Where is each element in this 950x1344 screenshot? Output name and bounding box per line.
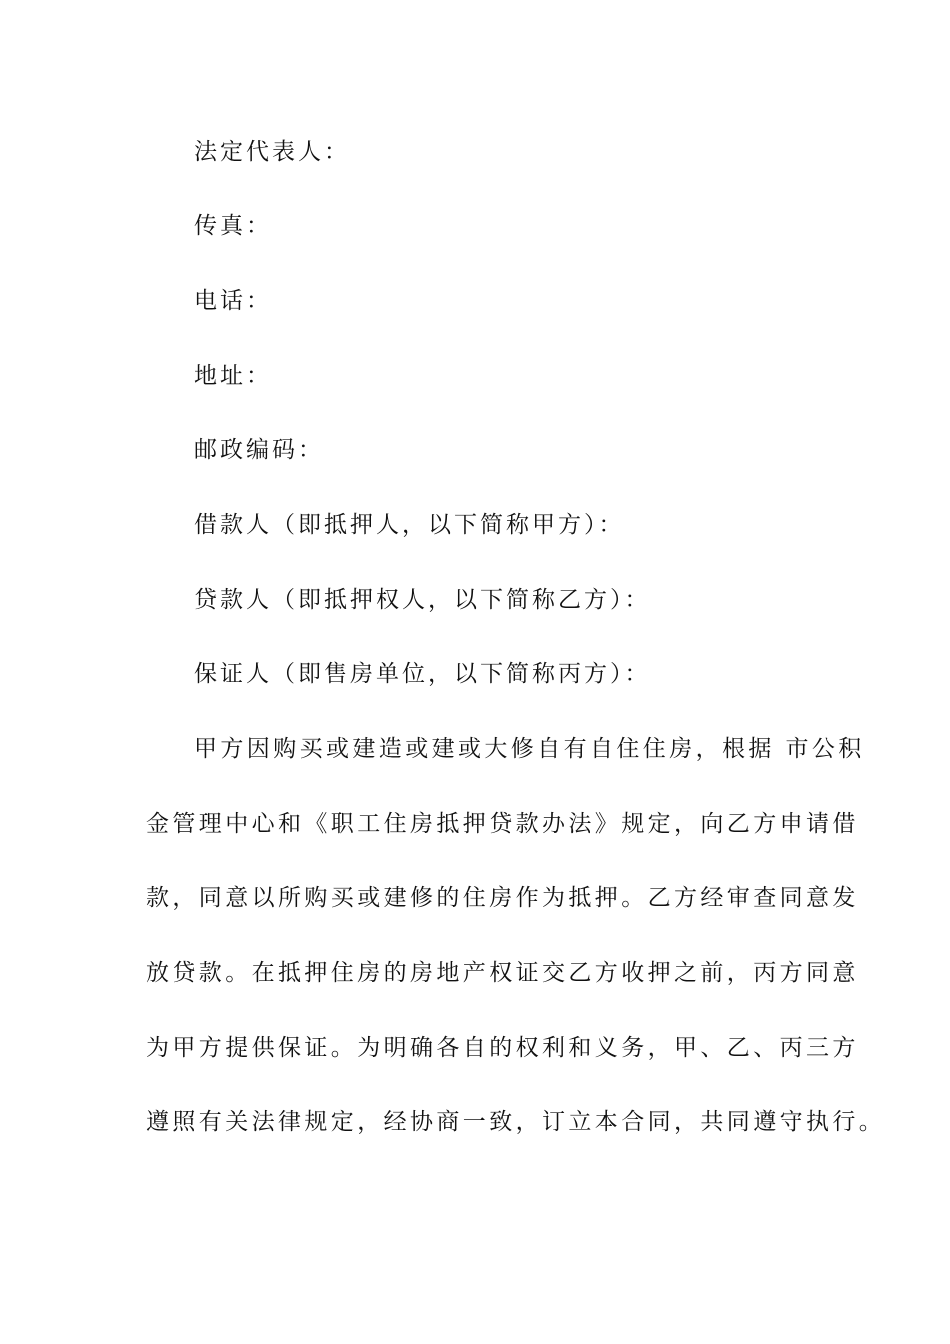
paragraph-line-4: 放贷款。在抵押住房的房地产权证交乙方收押之前，丙方同意 [146, 960, 859, 986]
field-address: 地址： [194, 363, 272, 389]
paragraph-line-1: 甲方因购买或建造或建或大修自有自住住房，根据 市公积 [194, 736, 865, 762]
field-phone: 电话： [194, 288, 272, 314]
field-lender: 贷款人（即抵押权人，以下简称乙方）： [194, 587, 651, 613]
paragraph-line-3: 款，同意以所购买或建修的住房作为抵押。乙方经审查同意发 [146, 885, 859, 911]
field-legal-representative: 法定代表人： [194, 139, 350, 165]
paragraph-line-6: 遵照有关法律规定，经协商一致，订立本合同，共同遵守执行。 [146, 1109, 886, 1135]
field-guarantor: 保证人（即售房单位，以下简称丙方）： [194, 661, 651, 687]
field-fax: 传真： [194, 213, 272, 239]
paragraph-line-5: 为甲方提供保证。为明确各自的权利和义务，甲、乙、丙三方 [146, 1035, 859, 1061]
field-postal-code: 邮政编码： [194, 437, 324, 463]
field-borrower: 借款人（即抵押人，以下简称甲方）： [194, 512, 625, 538]
paragraph-line-2: 金管理中心和《职工住房抵押贷款办法》规定，向乙方申请借 [146, 811, 859, 837]
